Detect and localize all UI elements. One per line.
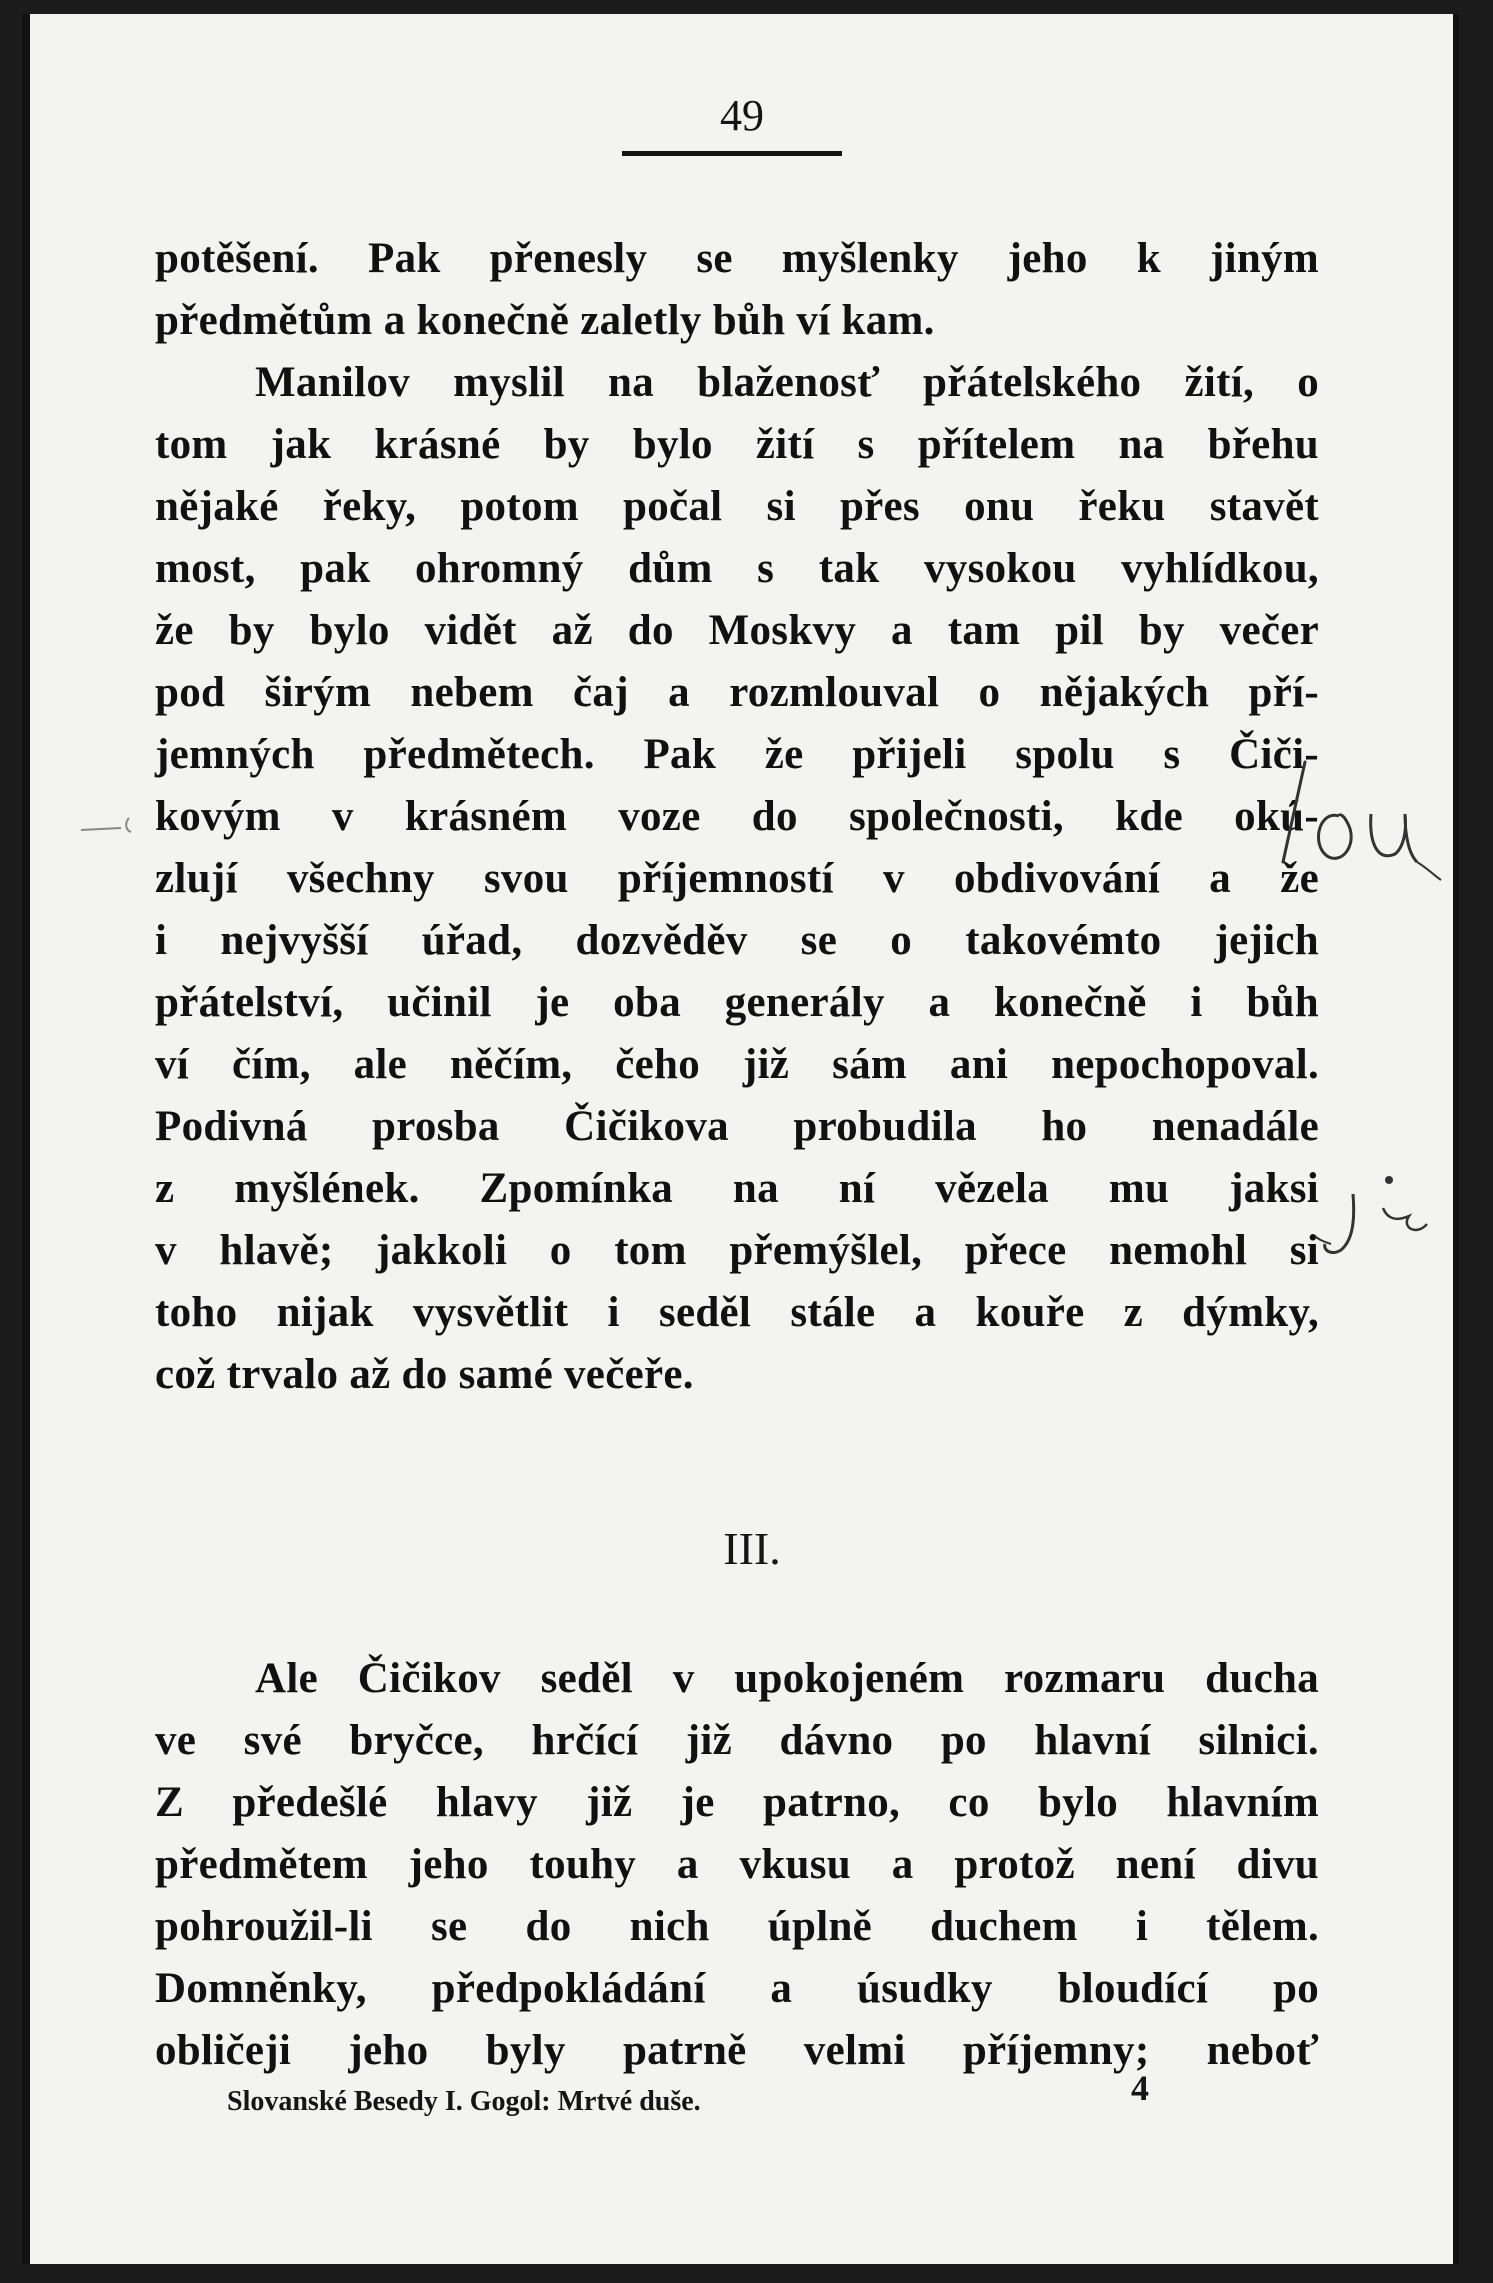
text-line: ve své bryčce, hrčící již dávno po hlavní silnici. bbox=[155, 1717, 1319, 1764]
text-line: Podivná prosba Čičikova probudila ho nenadále bbox=[155, 1103, 1319, 1150]
book-page bbox=[22, 14, 1459, 2264]
margin-annotation-ou bbox=[1277, 744, 1447, 894]
text-line: obličeji jeho byly patrně velmi příjemny; neboť bbox=[155, 2027, 1319, 2074]
margin-pencil-mark bbox=[77, 804, 197, 844]
text-line: v hlavě; jakkoli o tom přemýšlel, přece nemohl si bbox=[155, 1227, 1319, 1274]
signature-mark: 4 bbox=[1131, 2068, 1149, 2108]
text-line: ví čím, ale něčím, čeho již sám ani nepochopoval. bbox=[155, 1041, 1319, 1088]
text-line: předmětům a konečně zaletly bůh ví kam. bbox=[155, 297, 935, 344]
text-line: jemných předmětech. Pak že přijeli spolu s Čiči- bbox=[155, 731, 1319, 778]
text-line: že by bylo vidět až do Moskvy a tam pil by večer bbox=[155, 607, 1319, 654]
text-line: z myšlének. Zpomínka na ní vězela mu jaksi bbox=[155, 1165, 1319, 1212]
text-line: kovým v krásném voze do společnosti, kde okú- bbox=[155, 793, 1319, 840]
text-line: předmětem jeho touhy a vkusu a protož není divu bbox=[155, 1841, 1319, 1888]
text-line: pod širým nebem čaj a rozmlouval o nějakých pří- bbox=[155, 669, 1319, 716]
text-line: potěšení. Pak přenesly se myšlenky jeho k jiným bbox=[155, 235, 1319, 282]
text-line: zlují všechny svou příjemností v obdivování a že bbox=[155, 855, 1319, 902]
scan-right-edge bbox=[1453, 14, 1459, 2264]
text-line: toho nijak vysvětlit i seděl stále a kouře z dýmky, bbox=[155, 1289, 1319, 1336]
text-line: nějaké řeky, potom počal si přes onu řeku stavět bbox=[155, 483, 1319, 530]
margin-annotation-j bbox=[1297, 1164, 1457, 1274]
text-line: most, pak ohromný dům s tak vysokou vyhlídkou, bbox=[155, 545, 1319, 592]
paragraph-2 bbox=[155, 352, 1319, 1406]
page-footer: Slovanské Besedy I. Gogol: Mrtvé duše. bbox=[227, 2086, 701, 2117]
header-rule bbox=[622, 151, 842, 156]
text-line: přátelství, učinil je oba generály a konečně i bůh bbox=[155, 979, 1319, 1026]
page-number: 49 bbox=[720, 91, 764, 140]
text-line: pohroužil-li se do nich úplně duchem i tělem. bbox=[155, 1903, 1319, 1950]
text-line: i nejvyšší úřad, dozvěděv se o takovémto jejich bbox=[155, 917, 1319, 964]
text-line: Ale Čičikov seděl v upokojeném rozmaru ducha bbox=[255, 1655, 1319, 1702]
scan-left-edge bbox=[22, 14, 30, 2264]
text-line: Manilov myslil na blaženosť přátelského žití, o bbox=[255, 359, 1319, 406]
text-line: Domněnky, předpokládání a úsudky bloudící po bbox=[155, 1965, 1319, 2012]
text-line: tom jak krásné by bylo žití s přítelem na břehu bbox=[155, 421, 1319, 468]
text-line: což trvalo až do samé večeře. bbox=[155, 1351, 694, 1398]
text-line: Z předešlé hlavy již je patrno, co bylo hlavním bbox=[155, 1779, 1319, 1826]
paragraph-1 bbox=[155, 228, 1319, 352]
chapter-heading: III. bbox=[723, 1523, 781, 1574]
paragraph-3 bbox=[155, 1648, 1319, 2082]
